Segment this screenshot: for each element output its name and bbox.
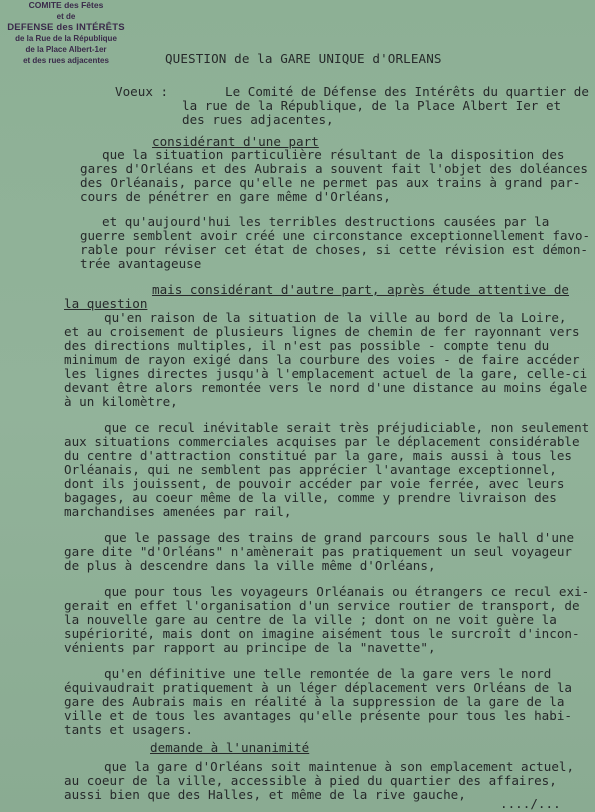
stamp-line: et de <box>56 12 76 21</box>
text-line: à un kilomètre, <box>64 394 178 409</box>
text-line: des rues adjacentes, <box>182 112 334 127</box>
page-title: QUESTION de la GARE UNIQUE d'ORLEANS <box>165 51 442 66</box>
text-line: que le passage des trains de grand parcours sous le hall d'une <box>104 530 575 545</box>
text-line: gare dite "d'Orléans" n'amènerait pas pratiquement un seul voyageur <box>64 544 572 559</box>
stamp-line: de la Place Albert-1er <box>25 45 107 54</box>
text-line: que la gare d'Orléans soit maintenue à son emplacement actuel, <box>104 759 575 774</box>
section-heading: mais considérant d'autre part, après étude attentive de <box>152 282 570 297</box>
text-line: guerre semblent avoir créé une circonstance exceptionnellement favo- <box>80 228 591 243</box>
text-line: gares d'Orléans et des Aubrais a souvent fait l'objet des doléances <box>80 161 588 176</box>
section-heading: la question <box>64 296 148 311</box>
text-line: des directions multiples, il n'est pas possible - compte tenu du <box>64 338 550 353</box>
text-line: du centre d'attraction constitué par la gare, mais aussi à tous les <box>64 448 572 463</box>
text-line: qu'en raison de la situation de la ville au bord de la Loire, <box>104 310 567 325</box>
text-line: cours de pénétrer en gare même d'Orléans, <box>80 189 391 204</box>
text-line: de plus à descendre dans la ville même d'Orléans, <box>64 558 436 573</box>
text-line: marchandises amenées par rail, <box>64 504 292 519</box>
text-line: ville et de tous les avantages qu'elle présente pour tous les habi- <box>64 708 572 723</box>
text-line: au coeur de la ville, accessible à pied du quartier des affaires, <box>64 773 557 788</box>
text-line: Orléanais, qui ne semblent pas apprécier l'avantage exceptionnel, <box>64 462 557 477</box>
text-line: des Orléanais, parce qu'elle ne permet pas aux trains à grand par- <box>80 175 581 190</box>
text-line: qu'en définitive une telle remontée de la gare vers le nord <box>104 666 552 681</box>
text-line: la rue de la République, de la Place Albert Ier et <box>182 98 562 113</box>
section-heading: demande à l'unanimité <box>150 740 310 755</box>
text-line: la nouvelle gare au centre de la ville ; dont on ne voit guère la <box>64 612 557 627</box>
text-line: devant être alors remontée vers le nord d'une distance au moins égale <box>64 380 588 395</box>
stamp-line: et des rues adjacentes <box>23 56 109 65</box>
text-line: bagages, au coeur même de la ville, comme y prendre livraison des <box>64 490 557 505</box>
section-heading: considérant d'une part <box>152 134 319 149</box>
text-line: que pour tous les voyageurs Orléanais ou étrangers ce recul exi- <box>104 584 590 599</box>
stamp-line: de la Rue de la République <box>15 34 117 43</box>
text-line: et qu'aujourd'hui les terribles destructions causées par la <box>102 214 550 229</box>
text-line: gare des Aubrais mais en réalité à la suppression de la gare de la <box>64 694 565 709</box>
text-line: minimum de rayon exigé dans la courbure des voies - de faire accéder <box>64 352 580 367</box>
stamp-line: DEFENSE des INTÉRÊTS <box>7 22 125 33</box>
text-line: aux situations commerciales acquises par le déplacement considérable <box>64 434 580 449</box>
text-line: que la situation particulière résultant de la disposition des <box>102 147 565 162</box>
voeux-label: Voeux : <box>115 84 169 99</box>
text-line: vénients par rapport au principe de la "navette", <box>64 640 436 655</box>
text-line: gerait en effet l'organisation d'un service routier de transport, de <box>64 598 580 613</box>
text-line: Le Comité de Défense des Intérêts du quartier de <box>225 84 589 99</box>
stamp-line: COMITE des Fêtes <box>28 0 104 10</box>
text-line: tants et usagers. <box>64 722 193 737</box>
text-line: supériorité, mais dont on imagine aisément tous le surcroît d'incon- <box>64 626 580 641</box>
committee-stamp <box>5 0 127 86</box>
text-line: rable pour réviser cet état de choses, si cette révision est démon- <box>80 242 588 257</box>
continuation-mark: ..../... <box>500 796 561 811</box>
text-line: que ce recul inévitable serait très préjudiciable, non seulement <box>104 420 590 435</box>
text-line: les lignes directes jusqu'à l'emplacement actuel de la gare, celle-ci <box>64 366 588 381</box>
text-line: et au croisement de plusieurs lignes de chemin de fer rayonnant vers <box>64 324 580 339</box>
text-line: trée avantageuse <box>80 256 202 271</box>
text-line: équivaudrait pratiquement à un léger déplacement vers Orléans de la <box>64 680 572 695</box>
text-line: dont ils jouissent, de pouvoir accéder par voie ferrée, avec leurs <box>64 476 565 491</box>
text-line: aussi bien que des Halles, et même de la rive gauche, <box>64 787 466 802</box>
